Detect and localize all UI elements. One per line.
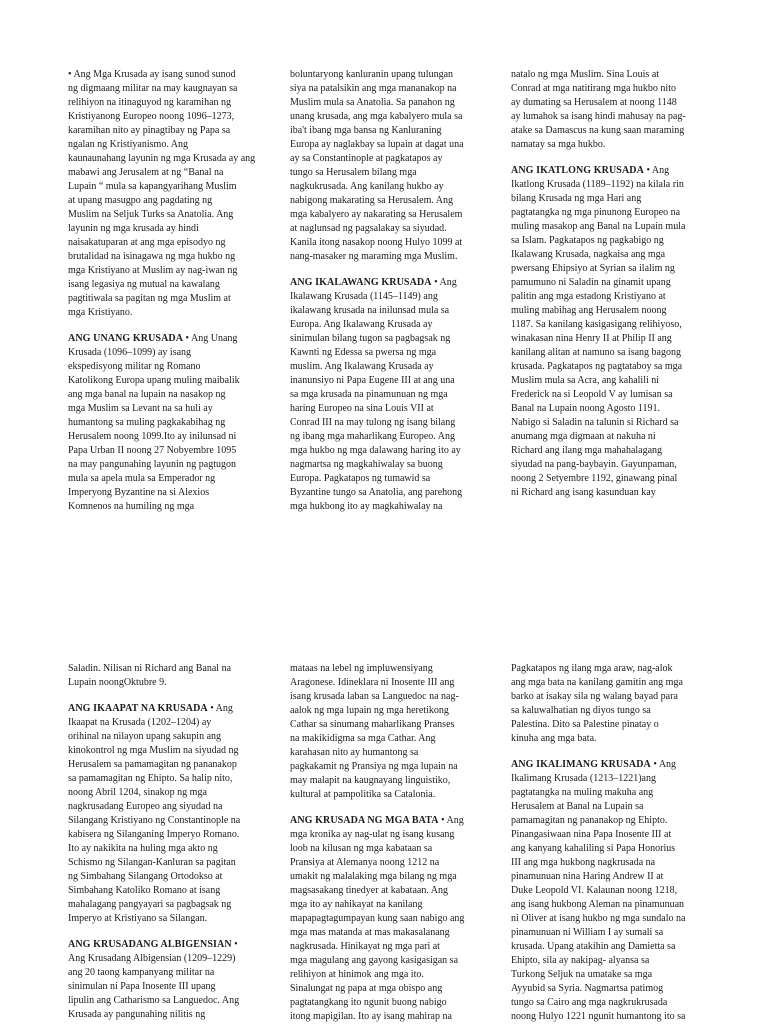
text-line: palitin ang mga estadong Kristiyano at — [511, 291, 666, 302]
text-line: muling mabihag ang Herusalem noong — [511, 305, 667, 316]
text-line: Byzantine tungo sa Anatolia, ang parehong — [290, 487, 463, 498]
text-line: muslim. Ang Ikalawang Krusada ay — [290, 361, 434, 372]
text-line: Cathar sa sinumang maharlikang Pranses — [290, 719, 455, 730]
text-line: barko at isakay sila ng walang bayad para — [511, 691, 678, 702]
text-line: Conrad at mga natitirang mga hukbo nito — [511, 83, 676, 94]
paragraph — [511, 68, 711, 152]
text-line — [290, 814, 490, 828]
column-left — [68, 68, 268, 526]
section-heading: ANG IKAAPAT NA KRUSADA — [68, 703, 208, 714]
text-line: III ang mga hukbong nagkrusada na — [511, 857, 656, 868]
text-line: lipulin ang Catharismo sa Languedoc. Ang — [68, 995, 240, 1006]
text-line: Nabigo si Saladin na talunin si Richard sa — [511, 417, 679, 428]
text-line: pagtatangka na muling makuha ang — [511, 787, 654, 798]
text-line: relihiyon at hinimok ang mga ito. — [290, 969, 424, 980]
text-line: namatay sa mga hukbo. — [511, 139, 606, 150]
text-line: ang mga banal na lupain na nasakop ng — [68, 389, 226, 400]
heading-lead-text: • Ang — [210, 703, 233, 714]
text-line: Muslim na Seljuk Turks sa Anatolia. Ang — [68, 209, 234, 220]
text-line: Europa ay naglakbay sa lupain at dagat una — [290, 139, 464, 150]
text-line: Kristiyanong Europeo noong 1096–1273, — [68, 111, 235, 122]
text-line: loob na kilusan ng mga kabataan sa — [290, 843, 433, 854]
section-paragraph — [511, 164, 711, 500]
text-line: na may pangunahing layunin ng pagtugon — [68, 459, 237, 470]
heading-lead-text: • Ang — [653, 759, 677, 770]
text-line: Duke Leopold VI. Kalaunan noong 1218, — [511, 885, 678, 896]
section-heading: ANG IKALAWANG KRUSADA — [290, 277, 432, 288]
text-line: mula sa apela mula sa Emperador ng — [68, 473, 216, 484]
text-line: ang mga bata na kanilang gamitin ang mga — [511, 677, 683, 688]
text-line: Kanila itong nasakop noong Hulyo 1099 at — [290, 237, 463, 248]
heading-lead-text: • Ang Unang — [185, 333, 238, 344]
text-line: at upang masugpo ang pagdating ng — [68, 195, 213, 206]
text-line: noong Abril 1204, sinakop ng mga — [68, 787, 207, 798]
text-line: isang legasiya ng mutual na kawalang — [68, 279, 220, 290]
text-line: pagtatangka ng mga pinunong Europeo na — [511, 207, 681, 218]
paragraph — [290, 68, 490, 264]
text-line: ikalawang krusada na inilunsad mula sa — [290, 305, 450, 316]
text-line: krusada. Pagkatapos ng pagtataboy sa mga — [511, 361, 683, 372]
paragraph — [290, 662, 490, 802]
text-line: na makikidigma sa mga Cathar. Ang — [290, 733, 436, 744]
section-paragraph — [290, 814, 490, 1024]
text-line: mga Kristiyano at Muslim ay nag-iwan ng — [68, 265, 238, 276]
column-right — [511, 662, 711, 1036]
text-line — [68, 702, 268, 716]
text-line: Ikalawang Krusada, nagkaisa ang mga — [511, 249, 666, 260]
text-line: ay dumating sa Herusalem at noong 1148 — [511, 97, 677, 108]
text-line: ni Oliver at isang hukbo ng mga sundalo na — [511, 913, 686, 924]
text-line: Ikatlong Krusada (1189–1192) na kilala rin — [511, 179, 684, 190]
text-line: Pagkatapos ng ilang mga araw, nag-alok — [511, 663, 673, 674]
text-line: pamamagitan ng pananakop ng Ehipto. — [511, 815, 668, 826]
text-line: Ehipto, sila ay nakipag- alyansa sa — [511, 955, 650, 966]
text-line: pinamunuan nina Haring Andrew II at — [511, 871, 664, 882]
text-line: Krusada (1096–1099) ay isang — [68, 347, 192, 358]
text-line: Silangang Kristiyano ng Constantinople na — [68, 815, 241, 826]
text-line: Ayyubid sa Syria. Nagmartsa patimog — [511, 983, 664, 994]
text-line: muling masakop ang Banal na Lupain mula — [511, 221, 686, 232]
text-line: 1187. Sa kanilang kasigasigang relihiyoso, — [511, 319, 682, 330]
text-line: mga hukbong ito ay magkahiwalay na — [290, 501, 443, 512]
section-heading: ANG KRUSADA NG MGA BATA — [290, 815, 439, 826]
text-line: unang krusada, ang mga kabalyero mula sa — [290, 111, 463, 122]
text-line: mga ito ay nahikayat na kanilang — [290, 899, 423, 910]
heading-lead-text: • Ang — [441, 815, 464, 826]
text-line: isang krusada laban sa Languedoc na nag- — [290, 691, 459, 702]
text-line: layunin ng mga krusada ay hindi — [68, 223, 199, 234]
paragraph — [68, 662, 268, 690]
text-line: tungo sa Herusalem bilang mga — [290, 167, 417, 178]
text-line — [68, 332, 268, 346]
text-line: mga mas matanda at mas makasalanang — [290, 927, 450, 938]
text-line: sa mga krusada na pinamunuan ng mga — [290, 389, 448, 400]
text-line: karamihan nito ay pinagtibay ng Papa sa — [68, 125, 231, 136]
heading-lead-text: • — [234, 939, 238, 950]
text-line: Europa. Pagkatapos ng tumawid sa — [290, 473, 431, 484]
text-line: Lupain noongOktubre 9. — [68, 677, 167, 688]
text-line: ng digmaang militar na may kaugnayan sa — [68, 83, 238, 94]
text-line: mga kronika ay nag-ulat ng isang kusang — [290, 829, 455, 840]
text-line: at naglunsad ng pagsalakay sa siyudad. — [290, 223, 447, 234]
text-line: siyudad na pang-baybayin. Gayunpaman, — [511, 459, 677, 470]
text-line: Banal na Lupain noong Agosto 1191. — [511, 403, 661, 414]
text-line: mga magulang ang gayong kasigasigan sa — [290, 955, 459, 966]
text-line: ni Richard ang isang kasunduan kay — [511, 487, 656, 498]
text-line: ang isang hukbong Aleman na pinamunuan — [511, 899, 685, 910]
text-line: Komnenos na humiling ng mga — [68, 501, 195, 512]
text-line: ang 20 taong kampanyang militar na — [68, 967, 215, 978]
text-line: Europa. Ang Ikalawang Krusada ay — [290, 319, 433, 330]
text-line: iba't ibang mga bansa ng Kanluraning — [290, 125, 442, 136]
text-line: inanunsiyo ni Papa Eugene III at ang una — [290, 375, 455, 386]
text-line: Ikalawang Krusada (1145–1149) ang — [290, 291, 438, 302]
text-line: nagkrusadang Europeo ang siyudad na — [68, 801, 223, 812]
section-paragraph — [511, 758, 711, 1024]
heading-lead-text: • Ang — [646, 165, 670, 176]
text-line: Kawnti ng Edessa sa pwersa ng mga — [290, 347, 437, 358]
text-line — [511, 164, 711, 178]
section-heading: ANG IKALIMANG KRUSADA — [511, 759, 651, 770]
text-line: Herusalem at Banal na Lupain sa — [511, 801, 644, 812]
text-line: anumang mga digmaan at nakuha ni — [511, 431, 656, 442]
heading-lead-text: • Ang — [434, 277, 457, 288]
section-heading: ANG IKATLONG KRUSADA — [511, 165, 644, 176]
column-middle — [290, 662, 490, 1036]
text-line: nagkrusada. Hinikayat ng mga pari at — [290, 941, 440, 952]
text-line: natalo ng mga Muslim. Sina Louis at — [511, 69, 660, 80]
paragraph — [68, 68, 268, 320]
paragraph — [511, 662, 711, 746]
text-line: kaunaunahang layunin ng mga Krusada ay ang — [68, 153, 256, 164]
text-line: Simbahang Katoliko Romano at isang — [68, 885, 221, 896]
text-line: magsasakang tinedyer at kabataan. Ang — [290, 885, 448, 896]
text-line: Herusalem sa pamamagitan ng pananakop — [68, 759, 237, 770]
text-line: brutalidad na isinagawa ng mga hukbo ng — [68, 251, 236, 262]
text-line: Turkong Seljuk na umatake sa mga — [511, 969, 653, 980]
text-line: Muslim mula sa Acra, ang kahalili ni — [511, 375, 660, 386]
text-line: Ikaapat na Krusada (1202–1204) ay — [68, 717, 212, 728]
text-line: sa Islam. Pagkatapos ng pagkabigo ng — [511, 235, 664, 246]
text-line: haring Europeo na sina Louis VII at — [290, 403, 434, 414]
text-line: tungo sa Cairo ang mga nagkrukrusada — [511, 997, 668, 1008]
text-line: boluntaryong kanluranin upang tulungan — [290, 69, 454, 80]
text-line: Imperyong Byzantine na si Alexios — [68, 487, 210, 498]
text-line: aalok ng mga lupain ng mga heretikong — [290, 705, 449, 716]
text-line: Conrad III na may tulong ng isang bilang — [290, 417, 456, 428]
text-line: Ito ay nakikita na huling mga akto ng — [68, 843, 218, 854]
text-line: ay sa Constantinople at pagkatapos ay — [290, 153, 443, 164]
text-line: Palestina. Dito sa Palestine pinatay o — [511, 719, 659, 730]
text-line: bilang Krusada ng mga Hari ang — [511, 193, 642, 204]
text-line: siya na patalsikin ang mga mananakop na — [290, 83, 457, 94]
text-line: Krusada ay pangunahing nilitis ng — [68, 1009, 206, 1020]
text-line: Ang Krusadang Albigensian (1209–1229) — [68, 953, 236, 964]
text-line: ang kanyang kahaliling si Papa Honorius — [511, 843, 676, 854]
text-line: noong 2 Setyembre 1192, ginawang pinal — [511, 473, 678, 484]
text-line: Imperyo at Kristiyano sa Silangan. — [68, 913, 208, 924]
text-line: nabigong makarating sa Herusalem. Ang — [290, 195, 454, 206]
text-line: nagmartsa ng magkahiwalay sa buong — [290, 459, 443, 470]
text-line: pamumuno ni Saladin na ginamit upang — [511, 277, 671, 288]
section-heading: ANG UNANG KRUSADA — [68, 333, 184, 344]
text-line: nang-masaker ng maraming mga Muslim. — [290, 251, 458, 262]
text-line: Muslim mula sa Anatolia. Sa panahon ng — [290, 97, 455, 108]
text-line: mga Muslim sa Levant na sa huli ay — [68, 403, 213, 414]
text-line: Lupain “ mula sa kapangyarihang Muslim — [68, 181, 237, 192]
text-line: mga kabalyero ay nakarating sa Herusalem — [290, 209, 463, 220]
text-line: Pinangasiwaan nina Papa Inosente III at — [511, 829, 672, 840]
text-line: kanilang alitan at namuno sa isang bagong — [511, 347, 681, 358]
text-line: ay lumahok sa isang hindi mahusay na pag- — [511, 111, 686, 122]
text-line — [290, 276, 490, 290]
text-line: mga hukbo ng mga dalawang haring ito ay — [290, 445, 461, 456]
text-line: kinuha ang mga bata. — [511, 733, 597, 744]
text-line: • Ang Mga Krusada ay isang sunod sunod — [68, 69, 236, 80]
text-line: krusada. Upang atakihin ang Damietta sa — [511, 941, 676, 952]
text-line: ngalan ng Kristiyanismo. Ang — [68, 139, 188, 150]
text-line: sa pamamagitan ng Ehipto. Sa halip nito, — [68, 773, 233, 784]
text-line: orihinal na nilayon upang sakupin ang — [68, 731, 222, 742]
text-line: itong mapigilan. Ito ay isang mahirap na — [290, 1011, 452, 1022]
text-line: relihiyon na itinaguyod ng karamihan ng — [68, 97, 232, 108]
text-line: Frederick na si Leopold V ay lumisan sa — [511, 389, 673, 400]
text-line: atake sa Damascus na kung saan maraming — [511, 125, 685, 136]
text-line: kinokontrol ng mga Muslim na siyudad ng — [68, 745, 239, 756]
text-line: winakasan nina Henry II at Philip II ang — [511, 333, 672, 344]
text-line: Papa Urban II noong 27 Nobyembre 1095 — [68, 445, 237, 456]
text-line: mahalagang pangyayari sa pagbagsak ng — [68, 899, 232, 910]
section-paragraph — [68, 702, 268, 926]
text-line: ng ibang mga maharlikang Europeo. Ang — [290, 431, 455, 442]
text-line: Richard ang ilang mga mahahalagang — [511, 445, 663, 456]
column-right — [511, 68, 711, 512]
text-line: naisakatuparan at ang mga episodyo ng — [68, 237, 226, 248]
text-line: sa kaluwalhatian ng diyos tungo sa — [511, 705, 651, 716]
text-line: sinimulan bilang tugon sa pagbagsak ng — [290, 333, 451, 344]
text-line: Ikalimang Krusada (1213–1221)ang — [511, 773, 656, 784]
text-line: pinamunuan ni William I ay sumali sa — [511, 927, 664, 938]
section-paragraph — [68, 332, 268, 514]
text-line: umakit ng malalaking mga bilang ng mga — [290, 871, 457, 882]
text-line: sinimulan ni Papa Inosente III upang — [68, 981, 216, 992]
text-line: mabawi ang Jerusalem at ng “Banal na — [68, 167, 224, 178]
text-line: Saladin. Nilisan ni Richard ang Banal na — [68, 663, 232, 674]
text-line: Schismo ng Silangan-Kanluran sa pagitan — [68, 857, 236, 868]
text-line: Pransiya at Alemanya noong 1212 na — [290, 857, 440, 868]
text-line: karahasan nito ay humantong sa — [290, 747, 419, 758]
text-line: ng Simbahang Silangang Ortodokso at — [68, 871, 223, 882]
text-line: mga Kristiyano. — [68, 307, 133, 318]
text-line: ekspedisyong militar ng Romano — [68, 361, 201, 372]
text-line — [511, 758, 711, 772]
text-line: kultural at pampolitika sa Catalonia. — [290, 789, 436, 800]
column-left — [68, 662, 268, 1034]
section-paragraph — [290, 276, 490, 514]
text-line: Herusalem noong 1099.Ito ay inilunsad ni — [68, 431, 237, 442]
text-line: Katolikong Europa upang muling maibalik — [68, 375, 240, 386]
text-line: pagtatangkang ito ngunit buong nabigo — [290, 997, 447, 1008]
section-heading: ANG KRUSADANG ALBIGENSIAN — [68, 939, 232, 950]
text-line: pwersang Ehipsiyo at Syrian sa ilalim ng — [511, 263, 675, 274]
text-line — [68, 938, 268, 952]
section-paragraph — [68, 938, 268, 1022]
text-line: humantong sa muling pagkakabihag ng — [68, 417, 226, 428]
text-line: Aragonese. Idineklara ni Inosente III ang — [290, 677, 455, 688]
text-line: noong Hulyo 1221 ngunit humantong ito sa — [511, 1011, 686, 1022]
column-middle — [290, 68, 490, 526]
text-line: mapapagtagumpayan kung saan nabigo ang — [290, 913, 465, 924]
text-line: mataas na lebel ng impluwensiyang — [290, 663, 433, 674]
text-line: pagkakamit ng Pransiya ng mga lupain na — [290, 761, 458, 772]
text-line: Sinalungat ng papa at mga obispo ang — [290, 983, 443, 994]
text-line: may malapit na kaugnayang linguistiko, — [290, 775, 451, 786]
text-line: kabisera ng Silanganing Imperyo Romano. — [68, 829, 240, 840]
text-line: nagkukrusada. Ang kanilang hukbo ay — [290, 181, 444, 192]
text-line: pagtitiwala sa pagitan ng mga Muslim at — [68, 293, 231, 304]
